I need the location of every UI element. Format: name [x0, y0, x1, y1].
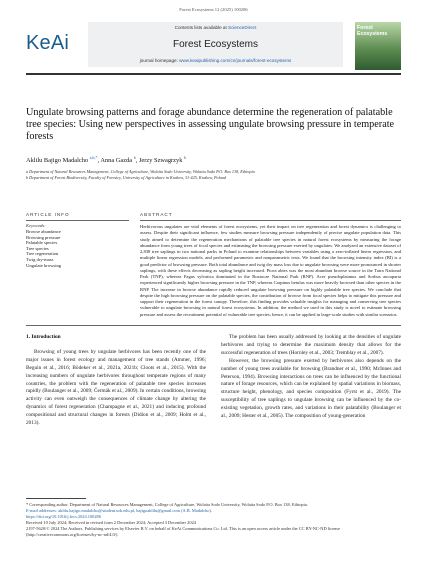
keyword: Tree regeneration — [26, 251, 59, 257]
keyword: Palatable species — [26, 240, 58, 246]
keyword: Tree species — [26, 245, 49, 251]
corresponding-author-note: * Corresponding author. Department of Natural Resources Management, College of Agriculture, Wolaita Sodo University, Wolaita Sodo P.O. Box 138, Ethiopia. — [26, 502, 308, 507]
license-statement: 2197-5620/© 2024 The Authors. Publishing services by Elsevier B.V. on behalf of KeAi Communications Co. Ltd. This is an open access article under the CC BY-NC-ND license (http://creativecommons.org/licenses/by-nc-nd/4.0/). — [26, 526, 340, 537]
body-column-right — [221, 334, 401, 421]
abstract-bottom-rule — [26, 325, 401, 326]
keyword: Ungulate browsing — [26, 262, 62, 268]
homepage-line — [88, 58, 343, 63]
body-paragraph: The problem has been usually addressed by looking at the densities of ungulate herbivores and trying to determine the maximum density that allows for the successful regeneration of trees (Hornley et al., 2003; Tremblay et al., 2007). — [221, 334, 401, 356]
abstract-rule — [140, 220, 401, 221]
article-title: Ungulate browsing patterns and forage abundance determine the regeneration of palatable tree species: Using new perspectives in assessing ungulate browsing pressure in temperate forests — [26, 107, 395, 142]
abstract-heading: ABSTRACT — [140, 212, 173, 217]
received-dates: Received 10 July 2024; Received in revised form 2 December 2024; Accepted 3 December 2024 — [26, 520, 196, 525]
keyword: Twig dry-mass — [26, 256, 54, 262]
running-head: Forest Ecosystems 12 (2025) 100286 — [179, 7, 248, 12]
article-info-heading: ARTICLE INFO — [26, 212, 70, 217]
author-name: Aklilu Bajigo Madalcho — [26, 157, 89, 165]
body-column-left — [26, 334, 206, 428]
affiliation: a Department of Natural Resources Management, College of Agriculture, Wolaita Sodo University, Wolaita Sodo P.O. Box 138, Ethiopia — [26, 169, 255, 174]
journal-info-box — [88, 22, 343, 67]
author-affiliation-marker[interactable]: b — [184, 155, 187, 160]
introduction-heading: 1. Introduction — [26, 334, 61, 340]
affiliation: b Department of Forest Biodiversity, Faculty of Forestry, University of Agriculture in Krakow, 31-425, Krakow, Poland — [26, 175, 227, 180]
sciencedirect-link[interactable]: ScienceDirect — [228, 25, 257, 30]
article-info-rule — [26, 220, 129, 221]
author-list: Aklilu Bajigo Madalcho $^{a,b,*}$, Anna Gazda $^b$, Jerzy Szwagrzyk $^b$ — [26, 155, 187, 165]
affiliations — [26, 169, 401, 181]
cover-title-line-2: Ecosystems — [357, 31, 388, 37]
keywords-label: Keywords: — [26, 223, 46, 228]
author-affiliation-marker[interactable]: b — [133, 155, 136, 160]
homepage-prefix: journal homepage: — [139, 58, 178, 63]
author-name: Jerzy Szwagrzyk — [138, 157, 183, 165]
doi-link[interactable]: https://doi.org/10.1016/j.fecs.2024.100286 — [26, 514, 101, 519]
journal-cover-thumbnail — [355, 22, 401, 70]
footnotes — [26, 502, 401, 538]
body-paragraph: However, the browsing pressure exerted by herbivores also depends on the number of young trees available for browsing (Brandner et al., 1990; McInnes and Peterson, 1994). Browsing interactions on trees can be influenced by the functional nature of forage resources, which can be explained by spatial variations in biomass, structure height, phenology, and species composition (Fyrst et al., 2019). The susceptibility of tree saplings to ungulate browsing can be influenced by the co-existing vegetation, growth rates, and variations in their palatability (Boulanger et al., 2009; Hester et al., 2005). The composition of young-generation — [221, 357, 401, 420]
author-name: Anna Gazda — [100, 157, 133, 165]
abstract-text: Herbivorous ungulates are vital elements of forest ecosystems, yet their impact on tree regeneration and forest dynamics is challenging to assess. Despite their significant influence, few studies measure browsing pressure independently of precise ungulate population data. This study aimed to determine the regeneration mechanisms of palatable tree species in natural forest ecosystems by measuring the forage abundance from young trees of focal species and estimating the browsing pressure exerted by ungulates. We analyzed an extensive dataset of 2,838 tree saplings in two national parks in Poland to examine relationships between variables using a zero-inflated linear regression, and multiple linear regression models, and performed parametric and nonparametric tests. We found that the browsing intensity index (BI) is a good predictor of browsing pressure. Both total abundance and twig dry mass loss due to ungulate browsing were more pronounced in shorter saplings, with these effects decreasing as sapling height increased. Picea abies was the most abundant browse source in the Tatra National Park (TNP), whereas Fagus sylvatica dominated in the Roztocze National Park (RNP). Acer pseudoplatanus and Sorbus aucuparia experienced significantly higher browsing pressure in the TNP, whereas Carpinus betulus was more heavily browsed than other species in the RNP. The increase in browse abundance rapidly reduced ungulate browsing pressure on highly palatable tree species. We conclude that despite the high browsing pressure on the palatable species, the contribution of browse from focal species helps to mitigate this pressure and support their regeneration in the forest canopy. Therefore, this finding provides valuable insights for managing and conserving tree species vulnerable to ungulate browsing in natural forest ecosystems. In addition, the method we used in this study is novel to estimate browsing pressure and assess the recruitment potential of vulnerable tree species; hence, it can be applied in large-scale studies with similar scenarios. — [140, 224, 401, 317]
footnote-rule — [26, 498, 86, 499]
body-paragraph: Browsing of young trees by ungulate herbivores has been recently one of the major issues in forest ecology and management of tree stands (Ammer, 1996; Beguin et al., 2016; Bödeker et al., 2021a, 2021b; Cloots et al., 2015). With the increasing numbers of ungulate herbivores throughout temperate regions of many countries, the problem with the regeneration of palatable tree species increases rapidly (Boulanger et al., 2009; Čermák et al., 2009). In certain conditions, browsing activity can even outweigh the consequences of climate change by altering the dynamics of forest regeneration (Champagne et al., 2021) and inducing profound compositional and structural changes in forests (Didion et al., 2009; Holm et al., 2013). — [26, 348, 206, 427]
journal-title: Forest Ecosystems — [172, 39, 259, 50]
keyword: Browse abundance — [26, 229, 61, 234]
publisher-logo: KeAi — [26, 32, 70, 54]
email-addresses[interactable]: E-mail addresses: aklilu.bajigo.madalcho@student.urk.edu.pl, bajigoaklilu@gmail.com (A.B. Madalcho). — [26, 508, 212, 513]
keywords-list — [26, 229, 61, 268]
keyword: Browsing pressure — [26, 234, 61, 240]
contents-line — [88, 25, 343, 30]
contents-prefix: Contents lists available at — [174, 25, 227, 30]
homepage-link[interactable]: www.keaipublishing.com/cn/journals/forest-ecosystems — [179, 58, 292, 63]
header-divider — [26, 73, 401, 75]
cover-title-line-1: Forest — [357, 25, 373, 31]
author-affiliation-marker[interactable]: a,b,* — [89, 155, 98, 160]
journal-header — [26, 22, 401, 70]
cover-title — [357, 25, 387, 37]
